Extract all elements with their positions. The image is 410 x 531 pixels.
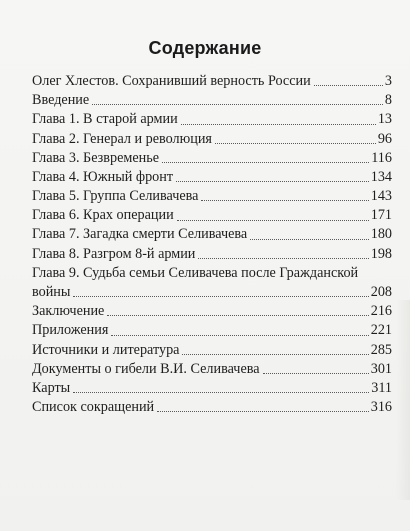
toc-entry-label: Документы о гибели В.И. Селивачева xyxy=(32,360,260,377)
toc-entry xyxy=(32,321,392,340)
toc-entry-label: Заключение xyxy=(32,303,105,320)
dot-leader xyxy=(92,104,383,105)
dot-leader xyxy=(157,411,369,412)
toc-entry xyxy=(32,226,392,245)
toc-entry-label: Карты xyxy=(32,379,71,396)
toc-entry xyxy=(32,360,392,379)
toc-entry xyxy=(32,72,392,91)
page-title: Содержание xyxy=(148,38,262,58)
toc-entry xyxy=(32,264,392,302)
toc-entry-label: Глава 8. Разгром 8-й армии xyxy=(32,245,196,262)
toc-entry-label: Глава 5. Группа Селивачева xyxy=(32,188,199,205)
toc-entry xyxy=(32,168,392,187)
dot-leader xyxy=(181,124,376,125)
toc-entry xyxy=(32,398,392,417)
toc-entry-page: 143 xyxy=(370,188,392,205)
dot-leader xyxy=(176,181,369,182)
dot-leader xyxy=(201,200,368,201)
toc-entry-label: Глава 3. Безвременье xyxy=(32,149,160,166)
toc-entry-page: 285 xyxy=(370,341,392,358)
toc-entry-label: Глава 4. Южный фронт xyxy=(32,168,174,185)
toc-entry-label: Список сокращений xyxy=(32,399,155,416)
toc-entry-page: 301 xyxy=(370,360,392,377)
dot-leader xyxy=(215,143,376,144)
toc-entry-page: 221 xyxy=(370,322,392,339)
toc-entry-label: Глава 7. Загадка смерти Селивачева xyxy=(32,226,248,243)
toc-entry xyxy=(32,91,392,110)
toc-entry-label-continued: войны xyxy=(32,284,71,301)
dot-leader xyxy=(198,258,368,259)
toc-entry-label: Глава 9. Судьба семьи Селивачева после Гражданской xyxy=(32,264,359,281)
toc-entry-page: 216 xyxy=(370,303,392,320)
toc-entry-page: 3 xyxy=(384,72,392,89)
dot-leader xyxy=(263,373,369,374)
dot-leader xyxy=(177,220,369,221)
toc-entry-label: Глава 6. Крах операции xyxy=(32,207,174,224)
toc-entry-page: 171 xyxy=(370,207,392,224)
toc-entry-page: 116 xyxy=(371,149,392,166)
toc-entry-label: Олег Хлестов. Сохранивший верность России xyxy=(32,72,311,89)
dot-leader xyxy=(162,162,369,163)
toc-entry-page: 311 xyxy=(371,379,392,396)
toc-entry-label: Источники и литература xyxy=(32,341,180,358)
dot-leader xyxy=(314,85,383,86)
toc-entry xyxy=(32,302,392,321)
toc-entry-page: 198 xyxy=(370,245,392,262)
page-edge-shadow xyxy=(396,300,410,500)
toc-entry-label: Приложения xyxy=(32,322,109,339)
dot-leader xyxy=(250,239,368,240)
toc-entry xyxy=(32,379,392,398)
toc-entry-page: 208 xyxy=(370,284,392,301)
toc-entry xyxy=(32,187,392,206)
dot-leader xyxy=(73,296,368,297)
toc-entry-page: 134 xyxy=(370,168,392,185)
toc-entry-label: Глава 2. Генерал и революция xyxy=(32,130,212,147)
toc-entry xyxy=(32,206,392,225)
toc-entry-page: 13 xyxy=(377,111,392,128)
table-of-contents xyxy=(32,72,392,417)
toc-entry xyxy=(32,149,392,168)
dot-leader xyxy=(182,354,368,355)
toc-entry xyxy=(32,341,392,360)
toc-entry xyxy=(32,110,392,129)
dot-leader xyxy=(111,335,368,336)
dot-leader xyxy=(107,315,368,316)
toc-entry-page: 316 xyxy=(370,399,392,416)
toc-entry-page: 180 xyxy=(370,226,392,243)
toc-entry xyxy=(32,245,392,264)
toc-entry-page: 8 xyxy=(384,92,392,109)
toc-entry-label: Глава 1. В старой армии xyxy=(32,111,178,128)
toc-entry-page: 96 xyxy=(377,130,392,147)
toc-entry xyxy=(32,130,392,149)
toc-entry-label: Введение xyxy=(32,92,90,109)
dot-leader xyxy=(73,392,369,393)
